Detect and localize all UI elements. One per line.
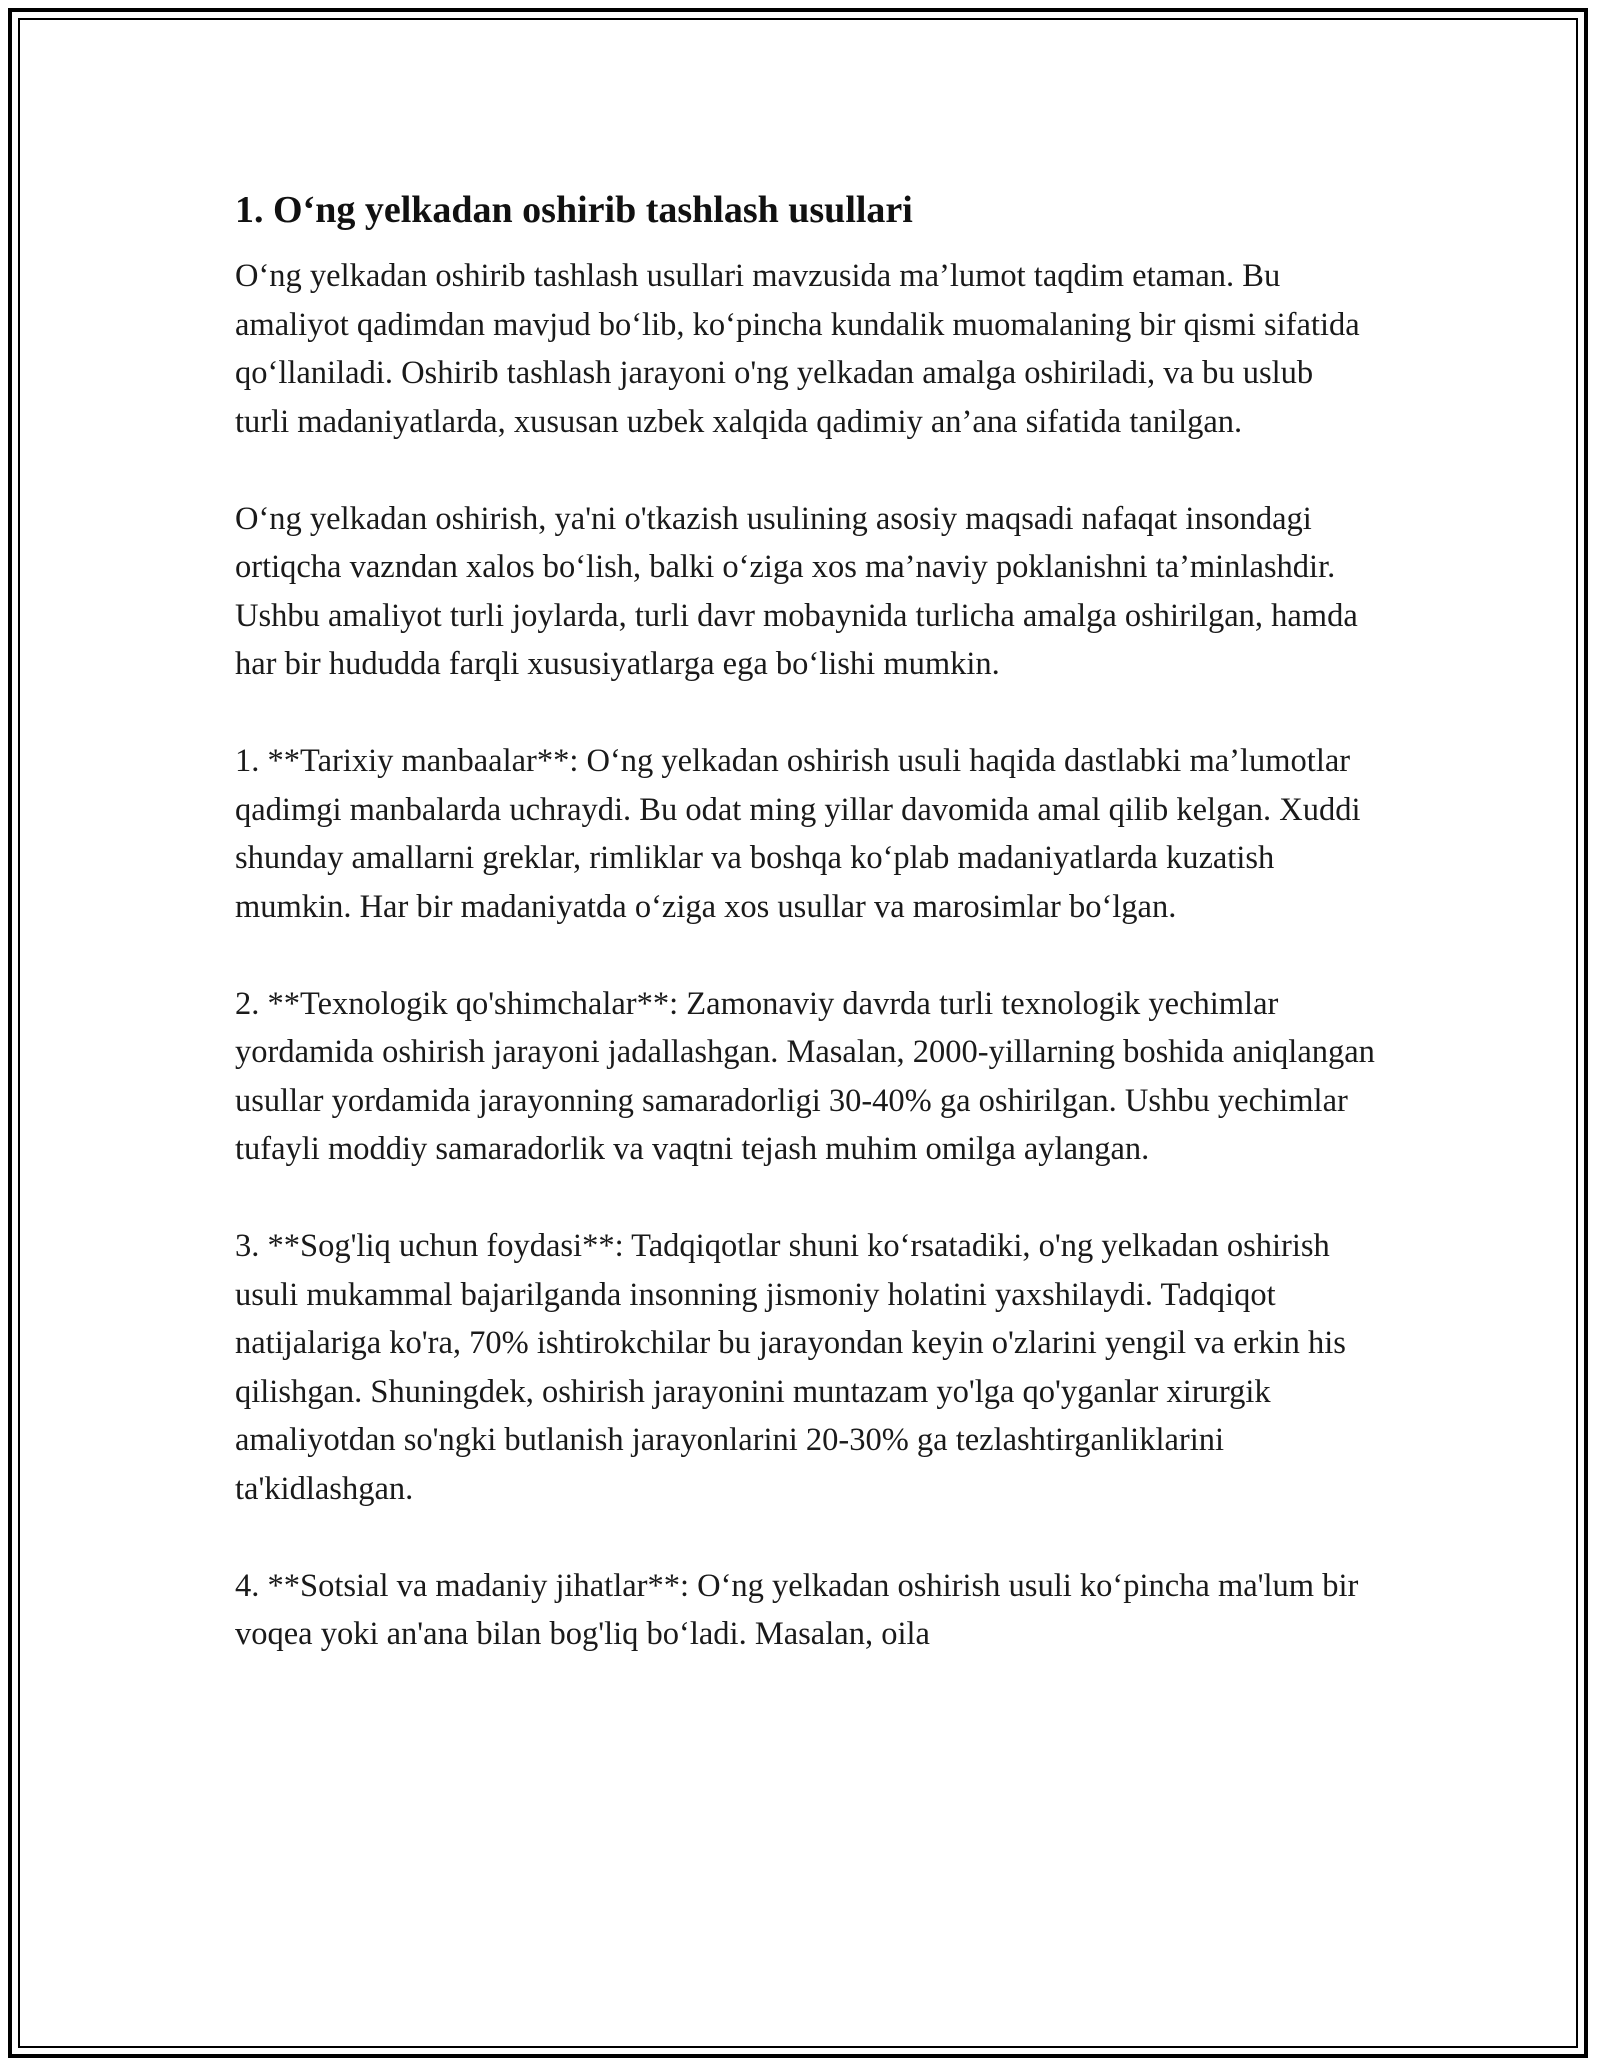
list-item-historical-sources: 1. **Tarixiy manbaalar**: O‘ng yelkadan oshirish usuli haqida dastlabki ma’lumotlar qadimgi manbalarda uchraydi. Bu odat ming yillar davomida amal qilib kelgan. Xuddi shunday amallarni greklar, rimliklar va boshqa ko‘plab madaniyatlarda kuzatish mumkin. Har bir madaniyatda o‘ziga xos usullar va marosimlar bo‘lgan. (235, 743, 1361, 925)
page-title: 1. O‘ng yelkadan oshirib tashlash usullari (235, 189, 913, 231)
purpose-paragraph: O‘ng yelkadan oshirish, ya'ni o'tkazish usulining asosiy maqsadi nafaqat insondagi ortiqcha vazndan xalos bo‘lish, balki o‘ziga xos ma’naviy poklanishni ta’minlashdir. Ushbu amaliyot turli joylarda, turli davr mobaynida turlicha amalga oshirilgan, hamda har bir hududda farqli xususiyatlarga ega bo‘lishi mumkin. (235, 500, 1358, 682)
document-body (235, 185, 1375, 1659)
list-item-health-benefits: 3. **Sog'liq uchun foydasi**: Tadqiqotlar shuni ko‘rsatadiki, o'ng yelkadan oshirish usuli mukammal bajarilganda insonning jismoniy holatini yaxshilaydi. Tadqiqot natijalariga ko'ra, 70% ishtirokchilar bu jarayondan keyin o'zlarini yengil va erkin his qilishgan. Shuningdek, oshirish jarayonini muntazam yo'lga qo'yganlar xirurgik amaliyotdan so'ngki butlanish jarayonlarini 20-30% ga tezlashtirganliklarini ta'kidlashgan. (235, 1228, 1346, 1507)
list-item-social-cultural-aspects: 4. **Sotsial va madaniy jihatlar**: O‘ng yelkadan oshirish usuli ko‘pincha ma'lum bir voqea yoki an'ana bilan bog'liq bo‘ladi. Masalan, oila (235, 1567, 1359, 1652)
intro-paragraph: O‘ng yelkadan oshirib tashlash usullari mavzusida ma’lumot taqdim etaman. Bu amaliyot qadimdan mavjud bo‘lib, ko‘pincha kundalik muomalaning bir qismi sifatida qo‘llaniladi. Oshirib tashlash jarayoni o'ng yelkadan amalga oshiriladi, va bu uslub turli madaniyatlarda, xususan uzbek xalqida qadimiy an’ana sifatida tanilgan. (235, 258, 1360, 440)
list-item-technological-additions: 2. **Texnologik qo'shimchalar**: Zamonaviy davrda turli texnologik yechimlar yordamida oshirish jarayoni jadallashgan. Masalan, 2000-yillarning boshida aniqlangan usullar yordamida jarayonning samaradorligi 30-40% ga oshirilgan. Ushbu yechimlar tufayli moddiy samaradorlik va vaqtni tejash muhim omilga aylangan. (235, 985, 1375, 1167)
